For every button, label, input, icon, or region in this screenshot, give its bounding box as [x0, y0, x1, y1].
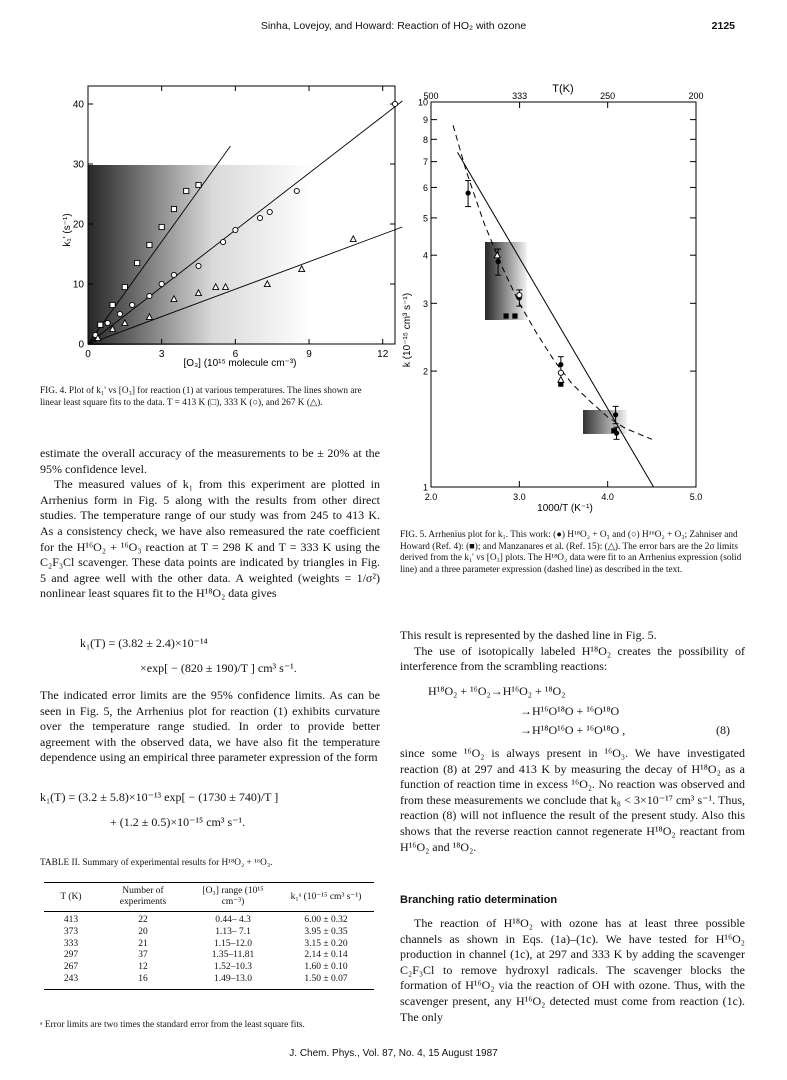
- data-point-circle: [220, 239, 225, 244]
- table-cell: 413: [63, 915, 79, 925]
- y-tick-label: 10: [417, 97, 428, 108]
- equation-k1-three-param: k₁(T) = (3.2 ± 5.8)×10⁻¹³ exp[ − (1730 ± 740)/T ]: [40, 790, 279, 804]
- data-point-circle: [117, 311, 122, 316]
- data-point-circle: [147, 293, 152, 298]
- data-point-filled-square: [611, 428, 616, 433]
- fig4-ylabel: k₁' (s⁻¹): [62, 213, 73, 247]
- page-number: 2125: [711, 20, 735, 32]
- top-tick-label: 250: [600, 91, 616, 101]
- y-tick-label: 0: [78, 339, 84, 351]
- data-point-filled-square: [512, 313, 517, 318]
- top-tick-label: 333: [512, 91, 528, 101]
- x-tick-label: 0: [85, 349, 91, 360]
- paragraph: estimate the overall accuracy of the measurements to be ± 20% at the 95% confidence level.: [40, 446, 380, 476]
- table-cell: 1.13– 7.1: [215, 926, 251, 937]
- data-point-filled-square: [503, 313, 508, 318]
- fig5-ylabel: k (10⁻¹⁵ cm³ s⁻¹): [402, 292, 413, 368]
- paragraph: The measured values of k₁ from this experiment are plotted in Arrhenius form in Fig. 5 along with the results from other direct studies. The temperature range of our study was from 245 to 413 K. As a consistency check, we have also remeasured the rate coefficient for the H¹⁶O₂ + ¹⁶O₃ reaction at T = 298 K and T = 333 K using the C₂F₃Cl scavenger. These data points are indicated by triangles in Fig. 5 and agree well with the other data. A weighted (weights = 1/σ²) nonlinear least squares fit to the H¹⁸O₂ data gives: [40, 477, 380, 601]
- right-column-text: [400, 628, 745, 675]
- data-point-triangle: [558, 376, 564, 382]
- data-point-circle: [257, 215, 262, 220]
- table-cell: 37: [138, 950, 148, 961]
- table-header: [O₃] range (10¹⁵ cm⁻³): [188, 883, 278, 912]
- y-tick-label: 5: [422, 213, 428, 224]
- data-point-square: [135, 260, 140, 265]
- table-cell: 16: [98, 974, 188, 989]
- table-cell: 1.50 ± 0.07: [278, 974, 374, 989]
- table2-caption: TABLE II. Summary of experimental results for H¹⁸O₂ + ¹⁶O₃.: [40, 858, 273, 868]
- table-cell: 1.15–12.0: [214, 938, 252, 949]
- table-header: Number of experiments: [98, 883, 188, 912]
- y-tick-label: 1: [422, 482, 428, 493]
- data-point-square: [98, 322, 103, 327]
- running-head: Sinha, Lovejoy, and Howard: Reaction of HO₂ with ozone: [260, 20, 527, 32]
- x-tick-label: 4.0: [601, 492, 614, 502]
- x-tick-label: 9: [306, 349, 312, 360]
- journal-footer: J. Chem. Phys., Vol. 87, No. 4, 15 August 1987: [289, 1048, 498, 1059]
- data-point-triangle: [350, 236, 356, 242]
- data-point-filled-circle: [496, 259, 501, 264]
- data-point-circle: [159, 281, 164, 286]
- data-point-circle: [196, 263, 201, 268]
- fig4-xlabel: [O₃] (10¹⁵ molecule cm⁻³): [183, 358, 297, 369]
- fig5-frame: [431, 102, 696, 487]
- data-point-circle: [294, 188, 299, 193]
- y-tick-label: 30: [72, 159, 84, 171]
- top-tick-label: 500: [423, 91, 439, 101]
- table2: [44, 882, 374, 990]
- table-cell: 22: [138, 915, 148, 925]
- table-cell: 333: [63, 938, 79, 949]
- table-cell: 1.49–13.0: [188, 974, 278, 989]
- data-point-square: [110, 302, 115, 307]
- equation-k1-arrhenius-exp: ×exp[ − (820 ± 190)/T ] cm³ s⁻¹.: [140, 661, 297, 675]
- data-point-square: [171, 206, 176, 211]
- table-cell: 21: [138, 938, 148, 949]
- table-cell: 1.60 ± 0.10: [304, 962, 348, 973]
- table-cell: 1.35–11.81: [211, 950, 255, 961]
- data-point-square: [196, 182, 201, 187]
- three-param-fit-line: [453, 125, 652, 439]
- y-tick-label: 8: [422, 134, 428, 145]
- data-point-square: [184, 188, 189, 193]
- table-cell: 0.44– 4.3: [215, 915, 251, 925]
- left-column-text-2: [40, 688, 380, 766]
- table-cell: 297: [63, 950, 79, 961]
- data-point-circle: [130, 302, 135, 307]
- table-row: [44, 974, 374, 989]
- paragraph: This result is represented by the dashed line in Fig. 5.: [400, 628, 657, 642]
- table-header: T (K): [44, 883, 98, 912]
- fig4-caption: FIG. 4. Plot of k₁' vs [O₃] for reaction (1) at various temperatures. The lines shown are linear least square fits to the data. T = 413 K (□), 333 K (○), and 267 K (△).: [40, 386, 362, 408]
- fig4-chart: [40, 80, 389, 376]
- paragraph: since some ¹⁶O₂ is always present in ¹⁶O₃. We have investigated reaction (8) at 297 and 413 K by measuring the decay of H¹⁸O₂ as a function of reaction time in excess ¹⁶O₂. No reaction was observed and from these measurements we conclude that k₈ < 3×10⁻¹⁷ cm³ s⁻¹. Thus, reaction (8) will not influence the result of the present study. Also this shows that the reverse reaction cannot regenerate H¹⁸O₂ reactant from H¹⁶O₂ and ¹⁸O₂.: [400, 746, 745, 854]
- table-cell: 1.52–10.3: [214, 962, 252, 973]
- data-point-circle: [392, 101, 397, 106]
- fig5-top-axis-label: T(K): [552, 83, 574, 95]
- equation-k1-three-param-const: + (1.2 ± 0.5)×10⁻¹⁵ cm³ s⁻¹.: [110, 815, 246, 829]
- data-point-square: [122, 284, 127, 289]
- y-tick-label: 9: [422, 115, 428, 126]
- table2-footnote: ᵃ Error limits are two times the standard error from the least square fits.: [40, 1020, 305, 1030]
- y-tick-label: 10: [72, 279, 84, 291]
- table-row: [44, 912, 374, 927]
- data-point-square: [147, 242, 152, 247]
- table-cell: 6.00 ± 0.32: [304, 915, 348, 925]
- table-row: [44, 939, 374, 951]
- table-cell: 12: [138, 962, 148, 973]
- y-tick-label: 40: [72, 99, 84, 111]
- table-cell: 3.95 ± 0.35: [304, 926, 348, 937]
- table-cell: 243: [44, 974, 98, 989]
- right-column-text-2: [400, 746, 745, 855]
- x-tick-label: 2.0: [424, 492, 438, 502]
- top-tick-label: 200: [688, 91, 704, 101]
- fig5-xlabel: 1000/T (K⁻¹): [537, 503, 593, 514]
- y-tick-label: 6: [422, 182, 428, 193]
- table-row: [44, 950, 374, 962]
- data-point-circle: [171, 272, 176, 277]
- y-tick-label: 2: [422, 366, 428, 377]
- x-tick-label: 3: [158, 349, 165, 360]
- fig5-chart: [400, 80, 740, 514]
- table-cell: 2.14 ± 0.14: [304, 950, 348, 961]
- table-row: [44, 927, 374, 939]
- data-point-circle: [267, 209, 272, 214]
- equation-k1-arrhenius: k₁(T) = (3.82 ± 2.4)×10⁻¹⁴: [80, 636, 208, 650]
- x-tick-label: 3.0: [513, 492, 526, 502]
- paragraph: The use of isotopically labeled H¹⁸O₂ creates the possibility of interference from the scrambling reactions:: [400, 643, 745, 674]
- y-tick-label: 4: [422, 250, 428, 261]
- data-point-filled-circle: [558, 362, 563, 367]
- table-cell: 3.15 ± 0.20: [304, 938, 348, 949]
- data-point-square: [159, 224, 164, 229]
- table-cell: 373: [63, 926, 79, 937]
- x-tick-label: 5.0: [689, 492, 703, 502]
- fig5-caption: FIG. 5. Arrhenius plot for k₁. This work: (●) H¹⁸O₂ + O₃ and (○) H¹⁶O₂ + O₃; Zahniser and Howard (Ref. 4): (■); and Manzanares et al. (Ref. 15): (△). The error bars are the 2σ limits derived from the k₁' vs [O₃] plots. The H¹⁸O₂ data were fit to an Arrhenius expression (solid line) and a three parameter expression (dashed line) as described in the text.: [400, 530, 742, 575]
- data-point-filled-circle: [466, 190, 471, 195]
- section-heading: Branching ratio determination: [400, 894, 558, 906]
- table-cell: 267: [63, 962, 79, 973]
- table-header: k₁ᵃ (10⁻¹⁵ cm³ s⁻¹): [278, 883, 374, 912]
- x-tick-label: 12: [377, 349, 389, 360]
- data-point-circle: [558, 370, 563, 375]
- data-point-circle: [105, 320, 110, 325]
- left-column-text: [40, 446, 380, 602]
- table-row: [44, 962, 374, 974]
- x-tick-label: 6: [232, 349, 239, 360]
- y-tick-label: 20: [72, 219, 84, 231]
- data-point-circle: [517, 293, 522, 298]
- data-point-circle: [233, 227, 238, 232]
- right-column-text-3: [400, 916, 745, 1025]
- y-tick-label: 7: [422, 157, 428, 168]
- paragraph: The reaction of H¹⁸O₂ with ozone has at least three possible channels as shown in Eqs. (1a)–(1c). We have tested for H¹⁶O₂ production in channel (1c), at 297 and 333 K by adding the scavenger C₂F₃Cl to remove hydroxyl radicals. The scavenger blocks the formation of H¹⁶O₂ via the reaction of OH with ozone. Thus, with the scavenger present, any H¹⁶O₂ detected must come from reaction (1c). The only: [400, 916, 745, 1024]
- y-tick-label: 3: [422, 298, 428, 309]
- reaction-number: (8): [716, 723, 730, 737]
- reaction-scrambling-2: →H¹⁶O¹⁸O + ¹⁶O¹⁸O: [520, 704, 620, 718]
- reaction-scrambling-1: H¹⁸O₂ + ¹⁶O₂→H¹⁶O₂ + ¹⁸O₂: [428, 684, 566, 698]
- reaction-scrambling-3: →H¹⁸O¹⁶O + ¹⁶O¹⁸O ,: [520, 723, 626, 737]
- table-cell: 20: [138, 926, 148, 937]
- paragraph: The indicated error limits are the 95% confidence limits. As can be seen in Fig. 5, the Arrhenius plot for reaction (1) exhibits curvature over the temperature range studied. In order to provide better agreement with the observed data, we have also fit the temperature dependence using an empirical three parameter expression of the form: [40, 688, 380, 765]
- data-point-filled-circle: [613, 412, 618, 417]
